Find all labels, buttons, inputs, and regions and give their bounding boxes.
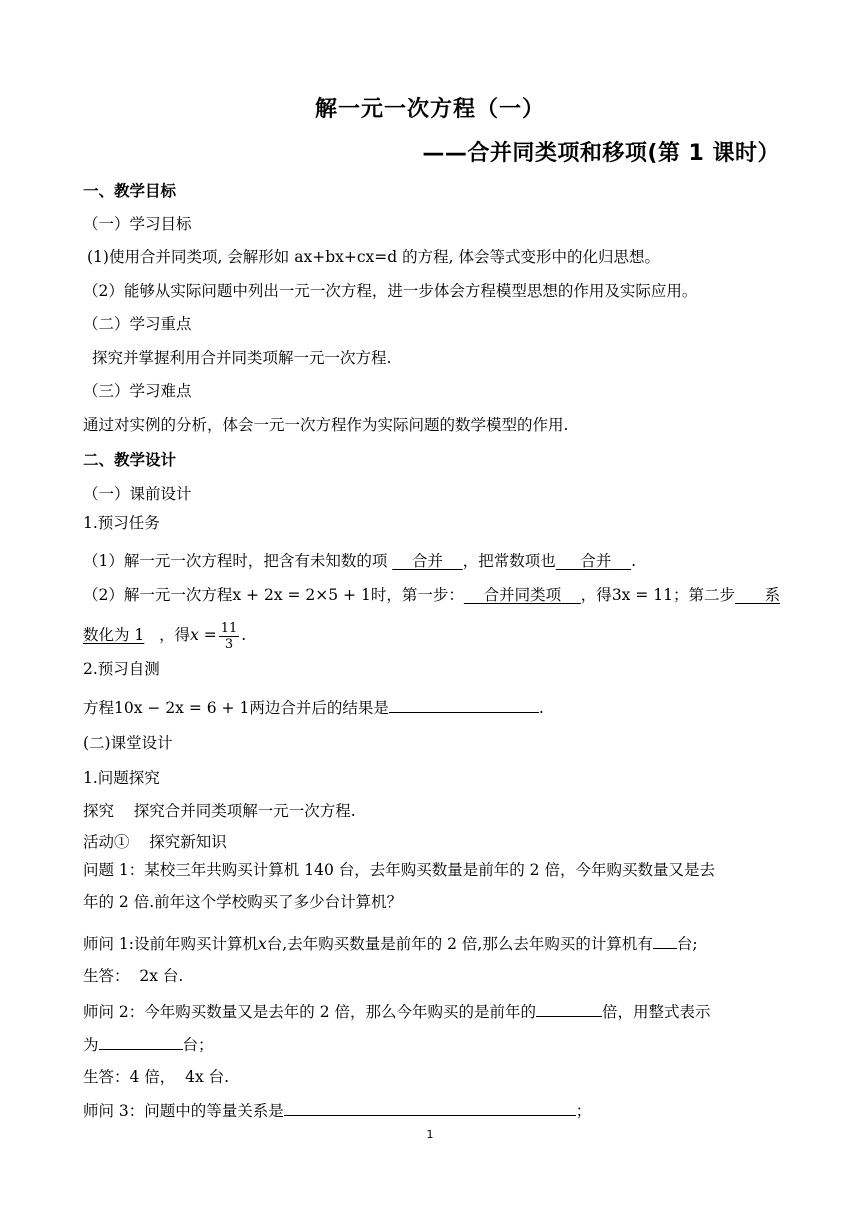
title-main: 解一元一次方程（一） xyxy=(314,97,545,122)
answer-blank[interactable] xyxy=(284,1100,576,1116)
teacher-question-3: 师问 3：问题中的等量关系是 ； xyxy=(83,1102,592,1120)
pre-class-label: （一）课前设计 xyxy=(83,485,192,503)
preview-task-label: 1.预习任务 xyxy=(83,514,160,532)
section-heading-2: 二、教学设计 xyxy=(83,451,177,469)
fraction-11-3: $\frac{11}{3}$ xyxy=(220,620,238,652)
self-test-equation: 10x − 2x = 6 + 1 xyxy=(114,699,250,717)
title-sub: ——合并同类项和移项(第 1 课时） xyxy=(422,141,780,166)
difficulty-label: （三）学习难点 xyxy=(83,382,192,400)
answer-blank[interactable] xyxy=(389,697,539,713)
explore-text: 探究 探究合并同类项解一元一次方程. xyxy=(83,802,356,820)
self-test-label: 2.预习自测 xyxy=(83,660,160,678)
page-number: 1 xyxy=(426,1128,434,1141)
task-2-result: 3x = 11 xyxy=(611,586,673,604)
task-1: （1）解一元一次方程时，把含有未知数的项 合并 ，把常数项也 合并 . xyxy=(83,552,637,570)
question-1-line-2: 年的 2 倍.前年这个学校购买了多少台计算机？ xyxy=(83,893,403,911)
key-point-text: 探究并掌握利用合并同类项解一元一次方程. xyxy=(92,349,392,367)
answer-blank[interactable] xyxy=(536,1001,602,1017)
answer-blank[interactable] xyxy=(653,933,677,949)
objective-1: (1)使用合并同类项, 会解形如 ax+bx+cx=d 的方程, 体会等式变形中的化归思想。 xyxy=(87,248,660,266)
teacher-question-2-line-1: 师问 2：今年购买数量又是去年的 2 倍，那么今年购买的是前年的 倍，用整式表示 xyxy=(83,1003,711,1021)
self-test-question: 方程10x − 2x = 6 + 1两边合并后的结果是 . xyxy=(83,699,544,717)
task-1-answer-1: 合并 xyxy=(412,552,444,570)
task-2-equation: x + 2x = 2×5 + 1 xyxy=(232,586,371,604)
teacher-question-1: 师问 1:设前年购买计算机x台,去年购买数量是前年的 2 倍,那么去年购买的计算机有 台; xyxy=(83,935,698,953)
section-heading-1: 一、教学目标 xyxy=(83,182,177,200)
in-class-label: (二)课堂设计 xyxy=(83,734,173,752)
task-1-text-a: （1）解一元一次方程时，把含有未知数的项 xyxy=(83,552,393,570)
explore-label: 1.问题探究 xyxy=(83,769,160,787)
objective-label: （一）学习目标 xyxy=(83,215,192,233)
difficulty-text: 通过对实例的分析，体会一元一次方程作为实际问题的数学模型的作用. xyxy=(83,416,569,434)
student-answer-2: 生答：4 倍， 4x 台. xyxy=(83,1068,230,1086)
task-2-line-2: 数化为 1 ，得x = $\frac{11}{3}$ . xyxy=(83,620,247,652)
task-1-answer-2: 合并 xyxy=(580,552,612,570)
question-1-line-1: 问题 1：某校三年共购买计算机 140 台，去年购买数量是前年的 2 倍，今年购买数量又是去 xyxy=(83,861,715,879)
activity-label: 活动① 探究新知识 xyxy=(83,833,227,851)
task-2-answer-2b: 数化为 1 xyxy=(83,626,145,644)
task-2-answer-2a: 系 xyxy=(764,586,781,604)
objective-2: （2）能够从实际问题中列出一元一次方程，进一步体会方程模型思想的作用及实际应用。 xyxy=(83,282,698,300)
task-2-line-1: （2）解一元一次方程x + 2x = 2×5 + 1时，第一步： 合并同类项 ，得3x = 11；第二步 系 xyxy=(83,586,781,604)
key-point-label: （二）学习重点 xyxy=(83,315,192,333)
task-1-text-b: ，把常数项也 xyxy=(462,552,556,570)
task-2-answer-1: 合并同类项 xyxy=(483,586,562,604)
student-answer-1: 生答： 2x 台. xyxy=(83,967,184,985)
answer-blank[interactable] xyxy=(99,1034,183,1050)
teacher-question-2-line-2: 为 台； xyxy=(83,1036,214,1054)
